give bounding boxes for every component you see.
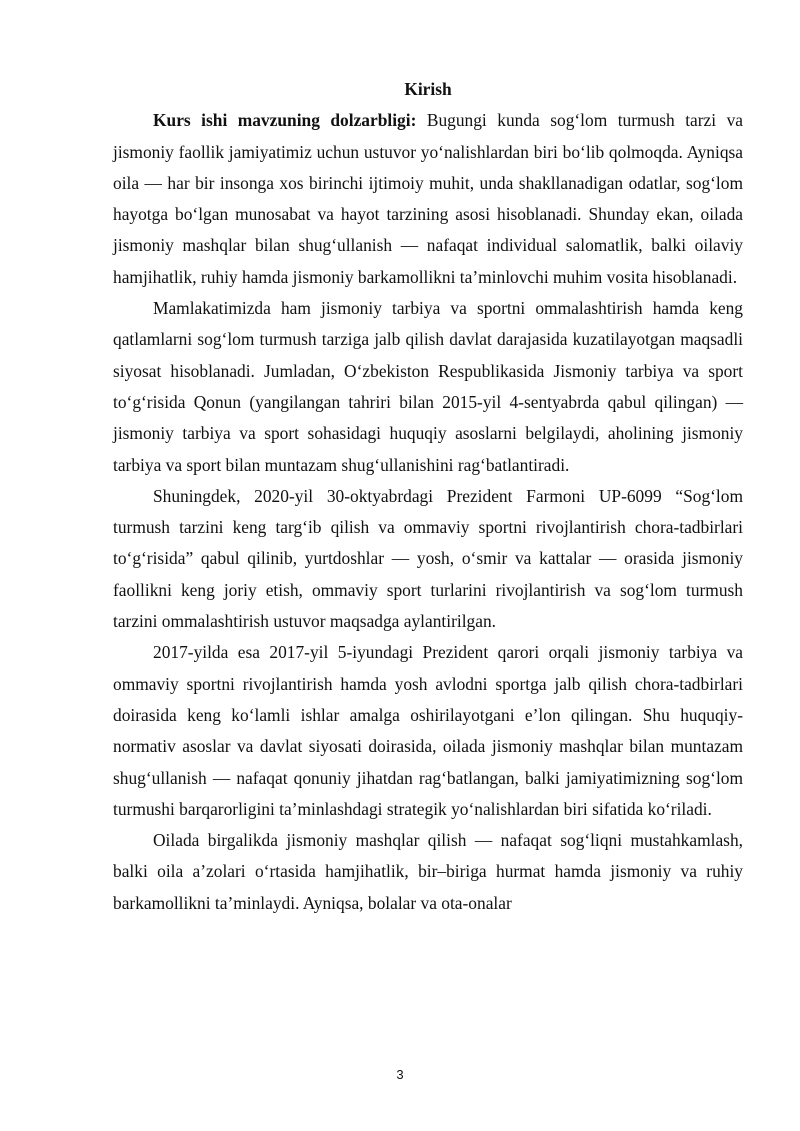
paragraph-text: Mamlakatimizda ham jismoniy tarbiya va sportni ommalashtirish hamda keng qatlamlarni sog‘lom turmush tarziga jalb qilish davlat darajasida kuzatilayotgan maqsadli siyosat hisoblanadi. Jumladan, O‘zbekiston Respublikasida Jismoniy tarbiya va sport to‘g‘risida Qonun (yangilangan tahriri bilan 2015-yil 4-sentyabrda qabul qilingan) — jismoniy tarbiya va sport sohasidagi huquqiy asoslarni belgilaydi, aholining jismoniy tarbiya va sport bilan muntazam shug‘ullanishini rag‘batlantiradi. [113, 298, 743, 475]
page-number: 3 [396, 1067, 404, 1082]
page-content [113, 74, 743, 919]
paragraph-relevance [113, 105, 743, 293]
paragraph-state-policy [113, 293, 743, 481]
paragraph-family-exercise [113, 825, 743, 919]
paragraph-text: Bugungi kunda sog‘lom turmush tarzi va jismoniy faollik jamiyatimiz uchun ustuvor yo‘nalishlardan biri bo‘lib qolmoqda. Ayniqsa oila — har bir insonga xos birinchi ijtimoiy muhit, unda shakllanadigan odatlar, sog‘lom hayotga bo‘lgan munosabat va hayot tarzining asosi hisoblanadi. Shunday ekan, oilada jismoniy mashqlar bilan shug‘ullanish — nafaqat individual salomatlik, balki oilaviy hamjihatlik, ruhiy hamda jismoniy barkamollikni ta’minlovchi muhim vosita hisoblanadi. [113, 110, 743, 287]
paragraph-text: Oilada birgalikda jismoniy mashqlar qilish — nafaqat sog‘liqni mustahkamlash, balki oila a’zolari o‘rtasida hamjihatlik, bir–biriga hurmat hamda jismoniy va ruhiy barkamollikni ta’minlaydi. Ayniqsa, bolalar va ota-onalar [113, 830, 743, 913]
section-title: Kirish [404, 79, 452, 99]
paragraph-resolution-2017 [113, 637, 743, 825]
paragraph-lead: Kurs ishi mavzuning dolzarbligi: [153, 110, 417, 131]
paragraph-text: 2017-yilda esa 2017-yil 5-iyundagi Prezident qarori orqali jismoniy tarbiya va ommaviy sportni rivojlantirish hamda yosh avlodni sportga jalb qilish chora-tadbirlari doirasida keng ko‘lamli ishlar amalga oshirilayotgani e’lon qilingan. Shu huquqiy-normativ asoslar va davlat siyosati doirasida, oilada jismoniy mashqlar bilan muntazam shug‘ullanish — nafaqat qonuniy jihatdan rag‘batlangan, balki jamiyatimizning sog‘lom turmushi barqarorligini ta’minlashdagi strategik yo‘nalishlardan biri sifatida ko‘riladi. [113, 642, 743, 819]
paragraph-text: Shuningdek, 2020-yil 30-oktyabrdagi Prezident Farmoni UP-6099 “Sog‘lom turmush tarzini keng targ‘ib qilish va ommaviy sportni rivojlantirish chora-tadbirlari to‘g‘risida” qabul qilinib, yurtdoshlar — yosh, o‘smir va kattalar — orasida jismoniy faollikni keng joriy etish, ommaviy sport turlarini rivojlantirish va sog‘lom turmush tarzini ommalashtirish ustuvor maqsadga aylantirilgan. [113, 485, 743, 632]
paragraph-decree-2020 [113, 481, 743, 637]
